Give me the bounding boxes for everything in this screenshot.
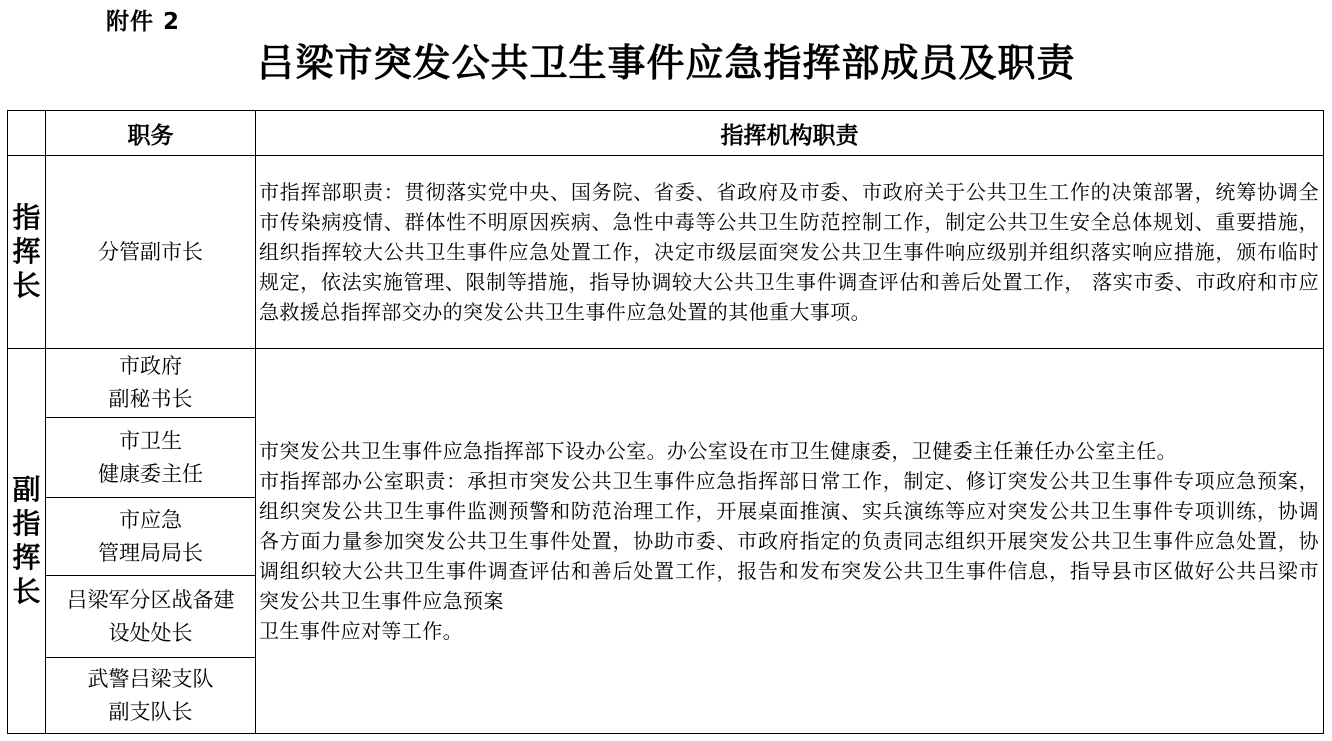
document-title: 吕梁市突发公共卫生事件应急指挥部成员及职责 [256, 41, 1076, 85]
header-position: 职务 [46, 111, 256, 156]
position-armed-police-deputy: 武警吕梁支队 副支队长 [46, 658, 256, 734]
role-commander: 指 挥 长 [8, 156, 46, 349]
position-vice-mayor: 分管副市长 [46, 156, 256, 349]
header-blank-cell [8, 111, 46, 156]
attachment-label: 附件 2 [106, 9, 181, 35]
position-military-district-chief: 吕梁军分区战备建 设处处长 [46, 576, 256, 658]
table-row-deputy-1 [8, 349, 1324, 418]
duties-deputy-commander: 市突发公共卫生事件应急指挥部下设办公室。办公室设在市卫生健康委，卫健委主任兼任办公室主任。 市指挥部办公室职责：承担市突发公共卫生事件应急指挥部日常工作，制定、修订突发公共卫生事件专项应急预案，组织突发公共卫生事件监测预警和防范治理工作，开展桌面推演、实兵演练等应对突发公共卫生事件专项训练，协调各方面力量参加突发公共卫生事件处置，协助市委、市政府指定的负责同志组织开展突发公共卫生事件应急处置，协调组织较大公共卫生事件调查评估和善后处置工作，报告和发布突发公共卫生事件信息，指导县市区做好公共吕梁市突发公共卫生事件应急预案 卫生事件应对等工作。 [256, 349, 1324, 734]
table-row-commander [8, 156, 1324, 349]
header-row [8, 111, 1324, 156]
role-deputy-commander: 副 指 挥 长 [8, 349, 46, 734]
position-emergency-bureau-director: 市应急 管理局局长 [46, 498, 256, 576]
position-health-commission-director: 市卫生 健康委主任 [46, 418, 256, 498]
duties-table [7, 110, 1324, 734]
duties-commander: 市指挥部职责：贯彻落实党中央、国务院、省委、省政府及市委、市政府关于公共卫生工作的决策部署，统筹协调全市传染病疫情、群体性不明原因疾病、急性中毒等公共卫生防范控制工作，制定公共卫生安全总体规划、重要措施，组织指挥较大公共卫生事件应急处置工作，决定市级层面突发公共卫生事件响应级别并组织落实响应措施，颁布临时规定，依法实施管理、限制等措施，指导协调较大公共卫生事件调查评估和善后处置工作， 落实市委、市政府和市应急救援总指挥部交办的突发公共卫生事件应急处置的其他重大事项。 [256, 156, 1324, 349]
position-deputy-secretary-general: 市政府 副秘书长 [46, 349, 256, 418]
header-duties: 指挥机构职责 [256, 111, 1324, 156]
